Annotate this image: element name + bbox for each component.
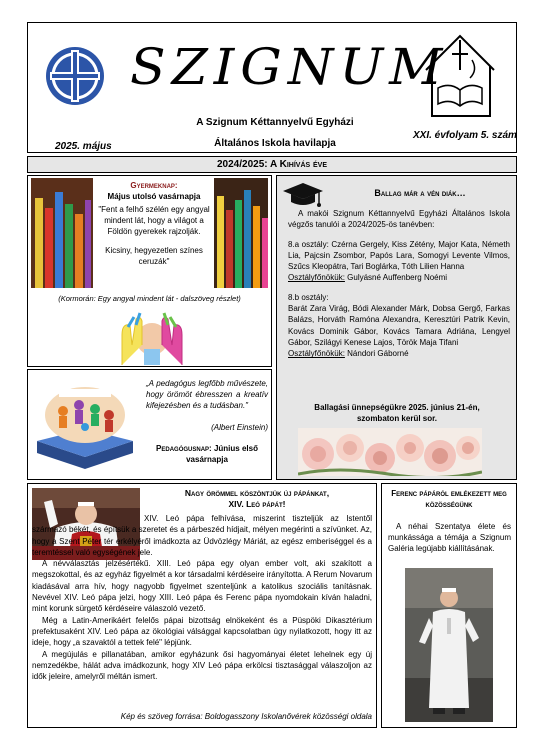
childrens-day-poem-2: Kicsiny, hegyezetlen színes ceruzák" — [105, 246, 203, 266]
pope-francis-photo — [405, 568, 493, 722]
roses-image — [298, 428, 482, 476]
teachers-day-subtitle: Június első vasárnapja — [186, 444, 258, 464]
graduation-intro: A makói Szignum Kéttannyelvű Egyházi Általános Iskola végzős tanulói a 2024/2025-ös tanévben: — [288, 209, 510, 230]
year-banner: 2024/2025: A Kihívás éve — [27, 156, 517, 173]
pope-title-1: Nagy örömmel köszöntjük új pápánkat, — [184, 488, 330, 498]
pope-para-4: A megújulás e pillanatában, amikor egyházunk ősi hagyományai életet lehelnek egy új nemzedékbe, hálát adva imádkozunk, hogy XIV Leó pápa erkölcsi tisztasággal válaszoljon az idők jeleire, amelyről méltán ismert. — [32, 649, 372, 682]
painted-hands-image — [92, 305, 212, 365]
francis-text: A néhai Szentatya élete és munkássága a témája a Szignum Galéria legújabb kiállításának. — [388, 522, 511, 553]
teachers-quote-author: (Albert Einstein) — [211, 423, 268, 432]
class-b-teacher: Nándori Gáborné — [347, 349, 409, 359]
school-cross-logo — [44, 40, 106, 112]
pope-para-3: Még a Latin-Amerikáért felelős pápai bizottság elnökeként és a Püspöki Dikasztérium prefektusaként XIV. Leó pápa az ökológiai válsággal kapcsolatban úgy nyilatkozott, hogy itt az ideje, hogy „a szavaktól a tettek felé" lépjünk. — [32, 615, 372, 648]
masthead-subtitle-1: A Szignum Kéttannyelvű Egyházi — [196, 117, 354, 128]
teachers-quote: „A pedagógus legfőbb művészete, hogy örömöt ébresszen a kreatív kifejezésben és a tudásban." — [146, 379, 268, 410]
class-b-label: 8.b osztály: — [288, 292, 329, 302]
teachers-day-title: Pedagógusnap: — [156, 444, 212, 453]
class-a-names: Czérna Gergely, Kiss Zétény, Major Kata, Németh Lia, Pajcsin Zsombor, Papós Lara, Somogyi Levente Vilmos, Szűcs Kleopátra, Tari Boglárka, Tóth Lilien Hanna — [288, 239, 510, 272]
issue-date: 2025. május — [55, 141, 112, 152]
masthead-title: SZIGNUM — [130, 39, 449, 97]
pope-title-2: XIV. Leó pápát! — [228, 499, 286, 509]
masthead-subtitle-2: Általános Iskola havilapja — [214, 138, 336, 149]
crayons-image — [31, 178, 93, 288]
pope-para-2: A névválasztás jelzésértékű. XIII. Leó pápa egy olyan ember volt, aki szakított a megszokottal, és az egyház figyelmét a kor társadalmi kérdéseire irányította. A Rerum Novarum kiadásával arra hív, hogy nagyobb figyelmet szenteljünk a katolikus szociális tanításnak. Nevével XIV. Leó pápa jelzi, hogy XIII. Leó pápa és Ferenc pápa nyomdokain kíván haladni, mint korunk sürgető kérdéseire válaszoló vezető. — [32, 559, 372, 614]
francis-title: Ferenc pápáról emlékezett meg közösségünk — [391, 489, 507, 509]
childrens-day-poem-1: "Fent a felhő szélén egy angyal mindent lát, hogy a világot a Földön gyerekek rajzolják. — [98, 205, 210, 236]
class-a-teacher-label: Osztályfőnökük: — [288, 273, 345, 283]
graduation-cap-icon — [281, 180, 325, 210]
pope-para-1-wrap — [32, 513, 372, 682]
pope-para-1: XIV. Leó pápa felhívása, miszerint tiszteljük az Istentől származó békét, és építsük a szeretet és a párbeszéd hídjait, mélyen megérinti a szívünket. Az, hogy a Szent Péter tér erkélyéről imádkozta az Üdvözlégy Máriát, az egész emberiséggel és a teremtéssel való egységének jele. — [32, 514, 372, 557]
ceremony-line-2: szombaton kerül sor. — [356, 414, 438, 423]
graduation-title: Ballag már a vén diák… — [374, 188, 466, 198]
class-b-teacher-label: Osztályfőnökük: — [288, 349, 345, 359]
class-a-teacher: Gulyásné Auffenberg Noémi — [347, 273, 448, 283]
pope-source: Kép és szöveg forrása: Boldogasszony Iskolanővérek közösségi oldala — [120, 712, 372, 721]
crayons-image-right — [214, 178, 268, 288]
class-b-names: Barát Zara Virág, Bódi Alexander Márk, Dobsa Gergő, Farkas Balázs, Horváth Ramóna Alexandra, Keresztúri Patrik Kevin, Kovács Dominik Gábor, Kovács Tamara Adriána, Lengyel Gábor, Szilágyi Kenese Lajos, Török Maja Tifani — [288, 304, 510, 347]
class-a-label: 8.a osztály: — [288, 239, 329, 249]
childrens-day-caption: (Kormorán: Egy angyal mindent lát - dalszöveg részlet) — [58, 294, 241, 303]
house-book-logo — [420, 30, 500, 122]
childrens-day-subtitle: Május utolsó vasárnapja — [107, 192, 201, 201]
issue-volume: XXI. évfolyam 5. szám — [413, 130, 517, 141]
teachers-book-image — [31, 379, 139, 469]
ceremony-line-1: Ballagási ünnepségükre 2025. június 21-én, — [314, 403, 480, 412]
childrens-day-title: Gyermeknap: — [130, 181, 178, 190]
